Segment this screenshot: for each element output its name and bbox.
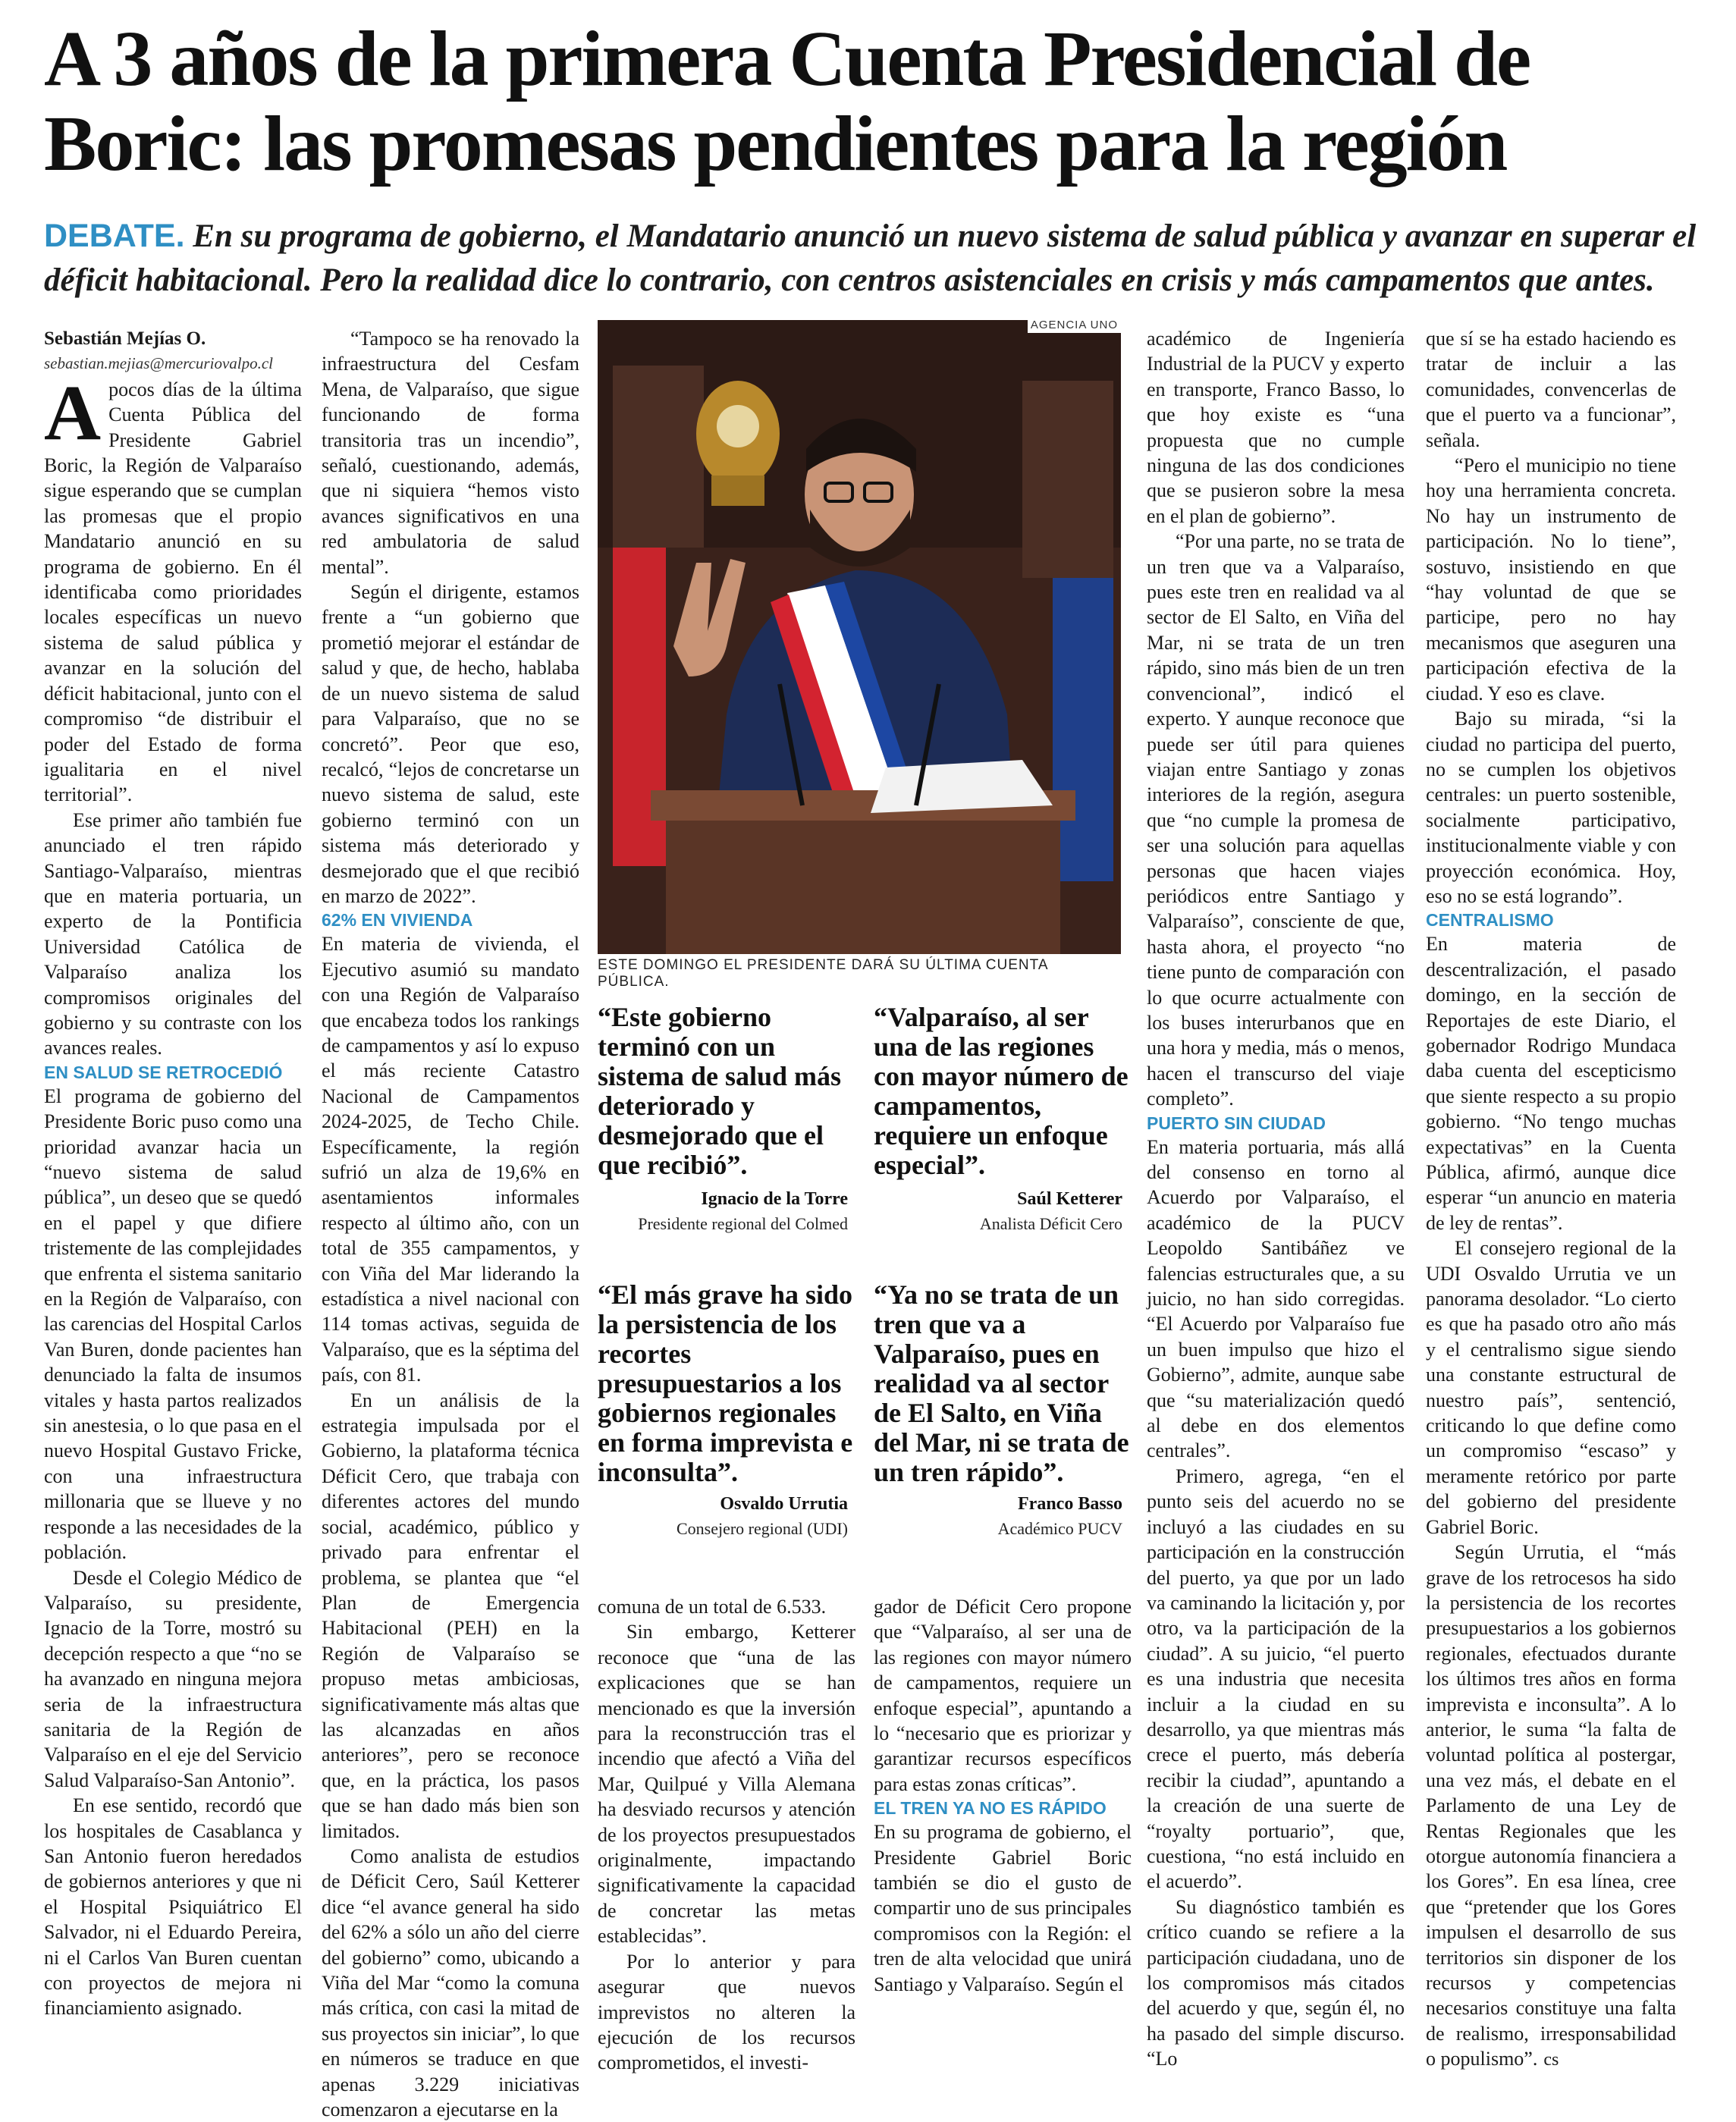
drop-cap: A — [44, 369, 102, 457]
column-3 — [598, 1594, 855, 2074]
paragraph: Su diagnóstico también es crítico cuando se refiere a la participación ciudadana, uno de los compromisos más citados del acuerdo y que, según él, no ha pasado del simple discurso. “Lo — [1147, 1895, 1405, 2070]
quote-2-name: Saúl Ketterer — [1017, 1189, 1122, 1209]
paragraph: Apocos días de la última Cuenta Pública del Presidente Gabriel Boric, la Región de Valparaíso sigue esperando que se cumplan las promesas que el propio Mandatario anunció en su programa de gobierno. En él identificaba como prioridades locales específicas un nuevo sistema de salud pública y avanzar en la solución del déficit habitacional, junto con el compromiso “de distribuir el poder del Estado de forma igualitaria en el nivel territorial”. — [44, 369, 302, 806]
paragraph: que sí se ha estado haciendo es tratar de incluir a las comunidades, convencerlas de que el puerto va a funcionar”, señala. — [1426, 328, 1676, 451]
lead-tag: DEBATE. — [44, 218, 185, 254]
pull-quote-1: “Este gobierno terminó con un sistema de salud más deteriorado y desmejorado que el que recibió”. — [598, 1002, 842, 1180]
column-1 — [44, 326, 302, 2033]
pull-quote-2: “Valparaíso, al ser una de las regiones con mayor número de campamentos, requiere un enfoque especial”. — [874, 1002, 1129, 1180]
headline: A 3 años de la primera Cuenta Presidencial de Boric: las promesas pendientes para la región — [44, 15, 1530, 187]
paragraph: En un análisis de la estrategia impulsada por el Gobierno, la plataforma técnica Déficit Cero, que trabaja con diferentes actores del mundo social, académico, público y privado para enfrentar el problema, se plantea que “el Plan de Emergencia Habitacional (PEH) en la Región de Valparaíso se propuso metas ambiciosas, significativamente más altas que las alcanzadas en años anteriores”, pero se reconoce que, en la práctica, los pasos que se han dado más bien son limitados. — [322, 1389, 579, 1842]
pull-quote-3: “El más grave ha sido la persistencia de los recortes presupuestarios a los gobiernos regionales en forma imprevista e inconsulta”. — [598, 1279, 853, 1487]
paragraph: Bajo su mirada, “si la ciudad no participa del puerto, no se cumplen los objetivos centrales: un puerto sostenible, socialmente participativo, institucionalmente viable y con proyección económica. Hoy, eso no se está logrando”. — [1426, 708, 1676, 907]
paragraph: En ese sentido, recordó que los hospitales de Casablanca y San Antonio fueron heredados de gobiernos anteriores y que ni el Hospital Psiquiátrico El Salvador, ni el Eduardo Pereira, ni el Carlos Van Buren cuentan con proyectos de mejora ni financiamiento asignado. — [44, 1794, 302, 2020]
quote-4-name: Franco Basso — [1018, 1494, 1122, 1514]
pull-quote-4: “Ya no se trata de un tren que va a Valparaíso, pues en realidad va al sector de El Salto, en Viña del Mar, ni se trata de un tren rápido”. — [874, 1279, 1129, 1487]
president-photo — [598, 320, 1121, 954]
section-heading-salud: EN SALUD SE RETROCEDIÓ — [44, 1062, 283, 1082]
paragraph: En materia de descentralización, el pasado domingo, en la sección de Reportajes de este Diario, el gobernador Rodrigo Mundaca daba cuenta del escepticismo que siente respecto a su propio gobierno. “No tengo muchas expectativas” en la Cuenta Pública, afirmó, aunque dice esperar “un anuncio en materia de ley de rentas”. — [1426, 933, 1676, 1234]
paragraph: Ese primer año también fue anunciado el tren rápido Santiago-Valparaíso, mientras que en materia portuaria, un experto de la Pontificia Universidad Católica de Valparaíso analiza los compromisos originales del gobierno y su contraste con los avances reales. — [44, 808, 302, 1059]
paragraph: Desde el Colegio Médico de Valparaíso, su presidente, Ignacio de la Torre, mostró su decepción respecto a que “no se ha avanzado en ninguna mejora seria de la infraestructura sanitaria de la Región de Valparaíso en el eje del Servicio Salud Valparaíso-San Antonio”. — [44, 1566, 302, 1791]
paragraph: Según Urrutia, el “más grave de los retrocesos ha sido la persistencia de los recortes presupuestarios a los gobiernos regionales, efectuados durante los últimos tres años en forma imprevista e inconsulta”. A lo anterior, le suma “la falta de voluntad política al postergar, una vez más, el debate en el Parlamento de una Ley de Rentas Regionales que les otorgue autonomía financiera a los Gores”. En esa línea, cree que “pretender que los Gores impulsen el desarrollo de sus territorios sin disponer de los recursos y competencias necesarios constituye una falta de realismo, irresponsabilidad o populismo”. cs — [1426, 1541, 1676, 2070]
byline-author: Sebastián Mejías O. — [44, 328, 206, 349]
paragraph: académico de Ingeniería Industrial de la PUCV y experto en transporte, Franco Basso, lo que hoy existe es “una propuesta que no cumple ninguna de las dos condiciones que se pusieron sobre la mesa en el plan de gobierno”. — [1147, 328, 1405, 527]
paragraph: Sin embargo, Ketterer reconoce que “una de las explicaciones que se han mencionado es que la inversión para la reconstrucción tras el incendio que afectó a Viña del Mar, Quilpué y Villa Alemana ha desviado recursos y atención de los proyectos presupuestados originalmente, impactando significativamente la capacidad de concretar las metas establecidas”. — [598, 1621, 855, 1948]
paragraph: Primero, agrega, “en el punto seis del acuerdo no se incluyó a las ciudades en su participación en la construcción del puerto, ya que por un lado va caminando la licitación y, por otro, va la participación de la ciudad”. A su juicio, “el puerto es una industria que necesita incluir a la ciudad en su desarrollo, ya que mientras más crece el puerto, más debería recibir la ciudad”, apuntando a la creación de una suerte de “royalty portuario”, que, cuestiona, “no está incluido en el acuerdo”. — [1147, 1464, 1405, 1893]
paragraph: comuna de un total de 6.533. — [598, 1596, 827, 1618]
paragraph: Como analista de estudios de Déficit Cero, Saúl Ketterer dice “el avance general ha sido del 62% a sólo un año del cierre del gobierno” como, ubicando a Viña del Mar “como la comuna más crítica, con casi la mitad de sus proyectos sin iniciar”, lo que en números se traduce en que apenas 3.229 iniciativas comenzaron a ejecutarse en la — [322, 1844, 579, 2121]
quote-1-name: Ignacio de la Torre — [701, 1189, 848, 1209]
paragraph: En materia de vivienda, el Ejecutivo asumió su mandato con una Región de Valparaíso que encabeza todos los rankings de campamentos y así lo expuso el más reciente Catastro Nacional de Campamentos 2024-2025, de Techo Chile. Específicamente, la región sufrió un alza de 19,6% en asentamientos informales respecto al último año, con un total de 355 campamentos, y con Viña del Mar liderando la estadística a nivel nacional con 114 tomas activas, seguida de Valparaíso, que es la séptima del país, con 81. — [322, 933, 579, 1386]
quote-3-role: Consejero regional (UDI) — [676, 1519, 848, 1538]
paragraph: Según el dirigente, estamos frente a “un gobierno que prometió mejorar el estándar de salud y que, de hecho, hablaba de un nuevo sistema de salud para Valparaíso, que no se concretó”. Peor que eso, recalcó, “lejos de concretarse un nuevo sistema de salud, este gobierno terminó con un sistema más deteriorado y desmejorado que el que recibió en marzo de 2022”. — [322, 581, 579, 907]
photo-credit: AGENCIA UNO — [1028, 317, 1121, 333]
photo-caption: ESTE DOMINGO EL PRESIDENTE DARÁ SU ÚLTIMA CUENTA PÚBLICA. — [598, 957, 1048, 990]
paragraph: “Pero el municipio no tiene hoy una herramienta concreta. No hay un instrumento de participación. No lo tiene”, sostuvo, insistiendo en que “hay voluntad de que se participe, pero no hay mecanismos que aseguren una participación efectiva de la ciudad. Y eso es clave. — [1426, 454, 1676, 705]
paragraph: El consejero regional de la UDI Osvaldo Urrutia ve un panorama desolador. “Lo cierto es que ha pasado otro año más y el centralismo sigue siendo una constante estructural de nuestro país”, sentenció, criticando lo que define como un compromiso “escaso” y meramente retórico por parte del gobierno del presidente Gabriel Boric. — [1426, 1237, 1676, 1538]
section-heading-centralismo: CENTRALISMO — [1426, 910, 1554, 931]
column-4 — [874, 1594, 1132, 2034]
quote-4-role: Académico PUCV — [997, 1519, 1122, 1538]
quote-2-role: Analista Déficit Cero — [979, 1214, 1122, 1233]
lead-text: En su programa de gobierno, el Mandatario anunció un nuevo sistema de salud pública y avanzar en superar el déficit habitacional. Pero la realidad dice lo contrario, con centros asistenciales en crisis y más campamentos que antes. — [44, 218, 1697, 298]
section-heading-vivienda: 62% EN VIVIENDA — [322, 910, 473, 931]
paragraph: Por lo anterior y para asegurar que nuevos imprevistos no alteren la ejecución de los recursos comprometidos, el investi- — [598, 1950, 855, 2074]
end-mark-icon: cs — [1543, 2050, 1559, 2070]
paragraph: “Tampoco se ha renovado la infraestructura del Cesfam Mena, de Valparaíso, que sigue funcionando de forma transitoria tras un incendio”, señaló, cuestionando, además, que ni siquiera “hemos visto avances significativos en una red ambulatoria de salud mental”. — [322, 328, 579, 578]
section-heading-tren: EL TREN YA NO ES RÁPIDO — [874, 1798, 1107, 1819]
paragraph: En su programa de gobierno, el Presidente Gabriel Boric también se dio el gusto de compartir uno de sus principales compromisos con la Región: el tren de alta velocidad que unirá Santiago y Valparaíso. Según el — [874, 1821, 1132, 1995]
paragraph: El programa de gobierno del Presidente Boric puso como una prioridad avanzar hacia un “nuevo sistema de salud pública”, un deseo que se quedó en el papel y que difiere tristemente de las complejidades que enfrenta el sistema sanitario en la Región de Valparaíso, con las carencias del Hospital Carlos Van Buren, donde pacientes han denunciado la falta de insumos vitales y hasta partos realizados sin anestesia, o lo que pasa en el nuevo Hospital Gustavo Fricke, con una infraestructura millonaria que se llueve y no responde a las necesidades de la población. — [44, 1085, 302, 1564]
quote-1-role: Presidente regional del Colmed — [638, 1214, 848, 1233]
column-5 — [1147, 326, 1405, 2070]
lead-paragraph — [44, 214, 1697, 303]
column-2 — [322, 326, 579, 2121]
paragraph: “Por una parte, no se trata de un tren que va a Valparaíso, pues este tren en realidad va al sector de El Salto, en Viña del Mar, ni se trata de un tren rápido, sino más bien de un tren convencional”, indicó el experto. Y aunque reconoce que puede ser útil para quienes viajan entre Santiago y zonas interiores de la región, asegura que “no cumple la promesa de ser una solución para aquellas personas que hacen viajes periódicos entre Santiago y Valparaíso”, consciente de que, hasta ahora, el proyecto “no tiene punto de comparación con lo que ocurre actualmente con los buses interurbanos que en una hora y media, más o menos, hacen el transcurso del viaje completo”. — [1147, 530, 1405, 1110]
paragraph: En materia portuaria, más allá del consenso en torno al Acuerdo por Valparaíso, el académico de la PUCV Leopoldo Santibáñez ve falencias estructurales que, a su juicio, no han sido corregidas. “El Acuerdo por Valparaíso fue un buen impulso que hizo el Gobierno”, admite, aunque sabe que “su materialización quedó al debe en dos elementos centrales”. — [1147, 1135, 1405, 1462]
column-6 — [1426, 326, 1676, 2070]
photo-illustration — [598, 320, 1121, 954]
quote-3-name: Osvaldo Urrutia — [720, 1494, 848, 1514]
byline-email[interactable]: sebastian.mejias@mercuriovalpo.cl — [44, 354, 273, 373]
section-heading-puerto: PUERTO SIN CIUDAD — [1147, 1113, 1326, 1133]
paragraph: gador de Déficit Cero propone que “Valparaíso, al ser una de las regiones con mayor número de campamentos, requiere un enfoque especial”, apuntando a lo “necesario que es priorizar y garantizar recursos específicos para estas zonas críticas”. — [874, 1596, 1132, 1795]
